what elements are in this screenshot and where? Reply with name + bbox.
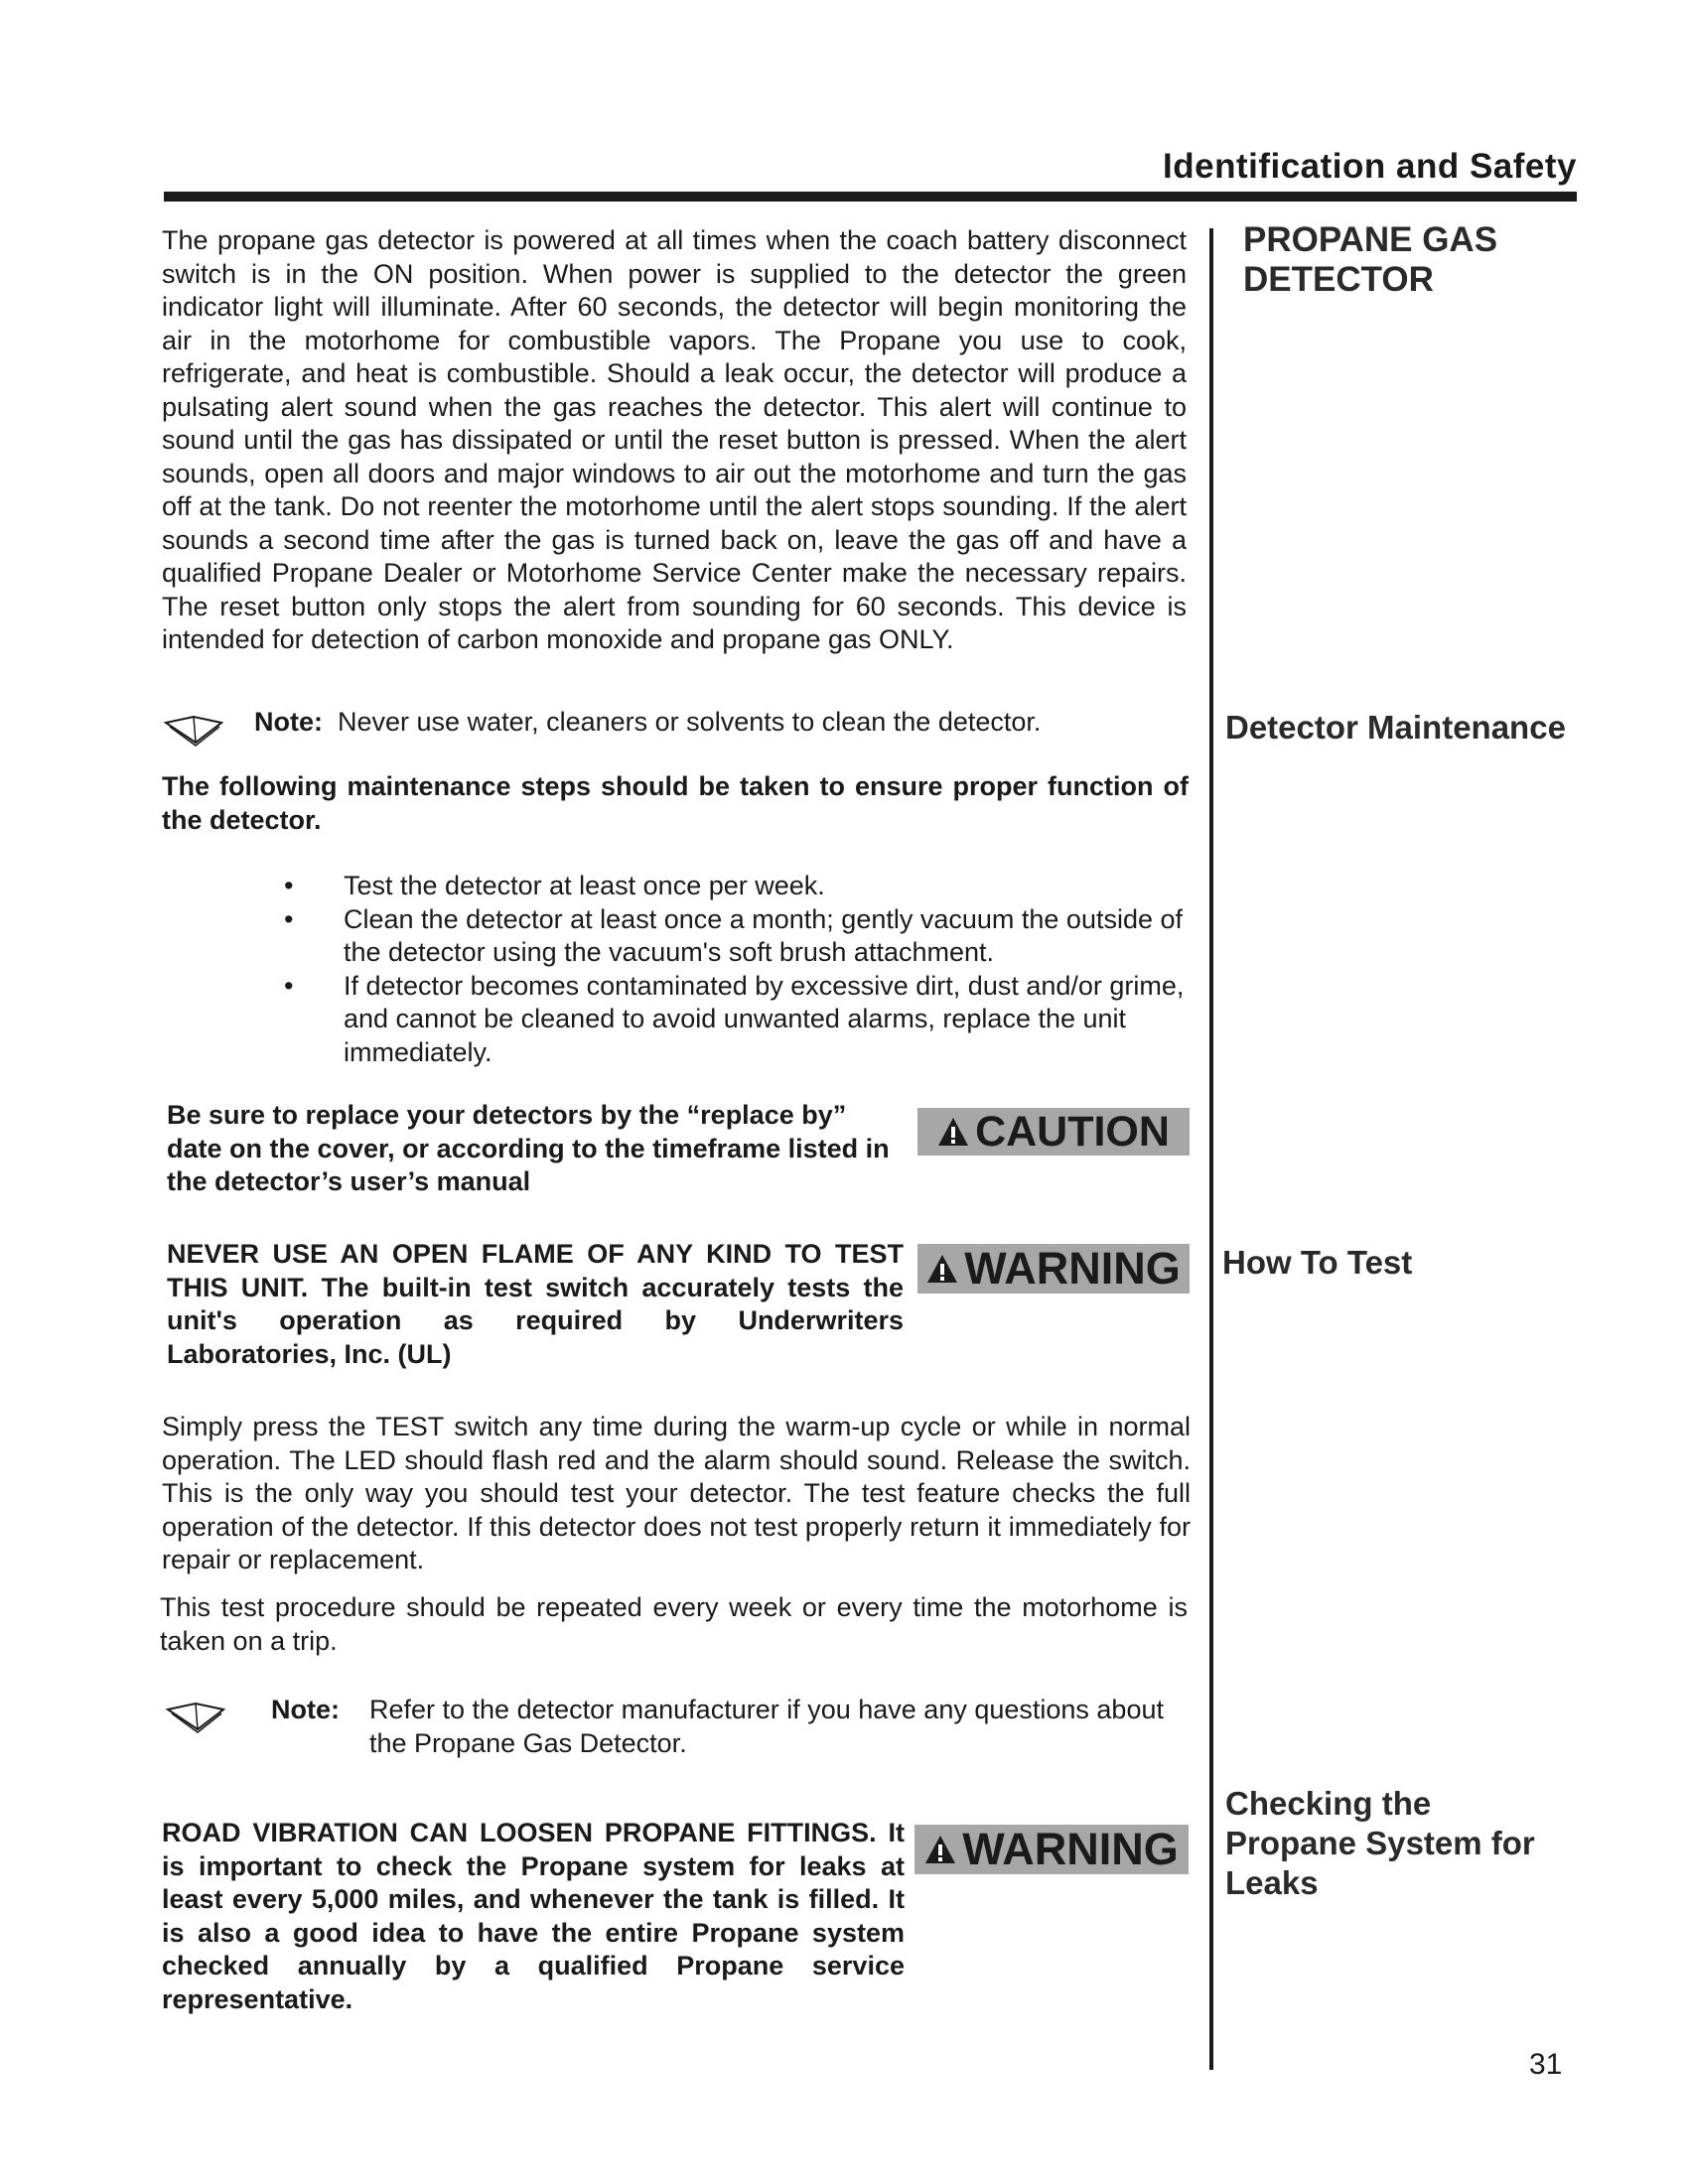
maintenance-intro: The following maintenance steps should be taken to ensure proper function of the detector. (162, 771, 1189, 835)
column-divider (1209, 228, 1213, 2070)
warning-1-text: NEVER USE AN OPEN FLAME OF ANY KIND TO TEST THIS UNIT. The built-in test switch accurately tests the unit's operation as required by Underwriters Laboratories, Inc. (UL) (167, 1239, 904, 1369)
note-2 (166, 1700, 225, 1738)
page-number: 31 (1529, 2048, 1563, 2081)
warning-triangle-icon (937, 1117, 969, 1147)
test-paragraph: Simply press the TEST switch any time during the warm-up cycle or while in normal operation. The LED should flash red and the alarm should sound. Release the switch. This is the only way you should test your detector. The test feature checks the full operation of the detector. If this detector does not test properly return it immediately for repair or replacement. (162, 1412, 1191, 1574)
section-heading-maintenance: Detector Maintenance (1225, 709, 1566, 746)
list-item-text: Clean the detector at least once a month; gently vacuum the outside of the detector using the vacuum's soft brush attachment. (344, 903, 1184, 967)
warning-2-text: ROAD VIBRATION CAN LOOSEN PROPANE FITTINGS. It is important to check the Propane system for leaks at least every 5,000 miles, and whenever the tank is filled. It is also a good idea to have the entire Propane system checked annually by a qualified Propane service representative. (162, 1818, 905, 2014)
caution-badge-label: CAUTION (975, 1107, 1170, 1156)
warning-2-badge-label: WARNING (962, 1824, 1179, 1874)
repeat-paragraph: This test procedure should be repeated every week or every time the motorhome is taken on a trip. (160, 1592, 1188, 1656)
section-heading-propane: PROPANE GAS DETECTOR (1243, 220, 1498, 299)
note-1-text: Never use water, cleaners or solvents to clean the detector. (338, 707, 1042, 737)
caution-badge (917, 1108, 1190, 1156)
book-icon (164, 713, 223, 747)
intro-paragraph: The propane gas detector is powered at all times when the coach battery disconnect switch is in the ON position. When power is supplied to the detector the green indicator light will illuminate. After 60 seconds, the detector will begin monitoring the air in the motorhome for combustible vapors. The Propane you use to cook, refrigerate, and heat is combustible. Should a leak occur, the detector will produce a pulsating alert sound when the gas reaches the detector. This alert will continue to sound until the gas has dissipated or until the reset button is pressed. When the alert sounds, open all doors and major windows to air out the motorhome and turn the gas off at the tank. Do not reenter the motorhome until the alert stops sounding. If the alert sounds a second time after the gas is turned back on, leave the gas off and have a qualified Propane Dealer or Motorhome Service Center make the necessary repairs. The reset button only stops the alert from sounding for 60 seconds. This device is intended for detection of carbon monoxide and propane gas ONLY. (162, 225, 1187, 654)
note-1 (164, 713, 223, 751)
page-header-title: Identification and Safety (1163, 147, 1577, 186)
warning-2-badge (914, 1825, 1189, 1874)
list-item-text: If detector becomes contaminated by excessive dirt, dust and/or grime, and cannot be cleaned to avoid unwanted alarms, replace the unit immediately. (344, 970, 1185, 1067)
warning-triangle-icon (926, 1254, 958, 1284)
bullet: • (284, 970, 294, 1001)
note-2-text: Refer to the detector manufacturer if you have any questions about the Propane Gas Detector. (369, 1695, 1164, 1758)
warning-1-badge (917, 1244, 1190, 1294)
warning-1-badge-label: WARNING (964, 1243, 1181, 1294)
section-heading-leaks: Checking the Propane System for Leaks (1225, 1785, 1535, 1901)
note-1-label: Note: (254, 707, 323, 737)
list-item-text: Test the detector at least once per week. (344, 871, 825, 900)
bullet: • (284, 871, 294, 900)
list-item (284, 870, 1190, 903)
note-2-label: Note: (271, 1695, 340, 1724)
warning-triangle-icon (924, 1835, 956, 1864)
header-rule (164, 192, 1577, 202)
note-1-text-row (254, 706, 1188, 740)
section-heading-how-to-test: How To Test (1222, 1244, 1413, 1281)
caution-text: Be sure to replace your detectors by the “replace by” date on the cover, or according to the timeframe listed in the detector’s user’s manual (167, 1100, 890, 1196)
maintenance-steps-list (284, 870, 1190, 1069)
bullet: • (284, 903, 294, 934)
book-icon (166, 1700, 225, 1733)
list-item (284, 903, 1190, 970)
list-item (284, 970, 1190, 1070)
